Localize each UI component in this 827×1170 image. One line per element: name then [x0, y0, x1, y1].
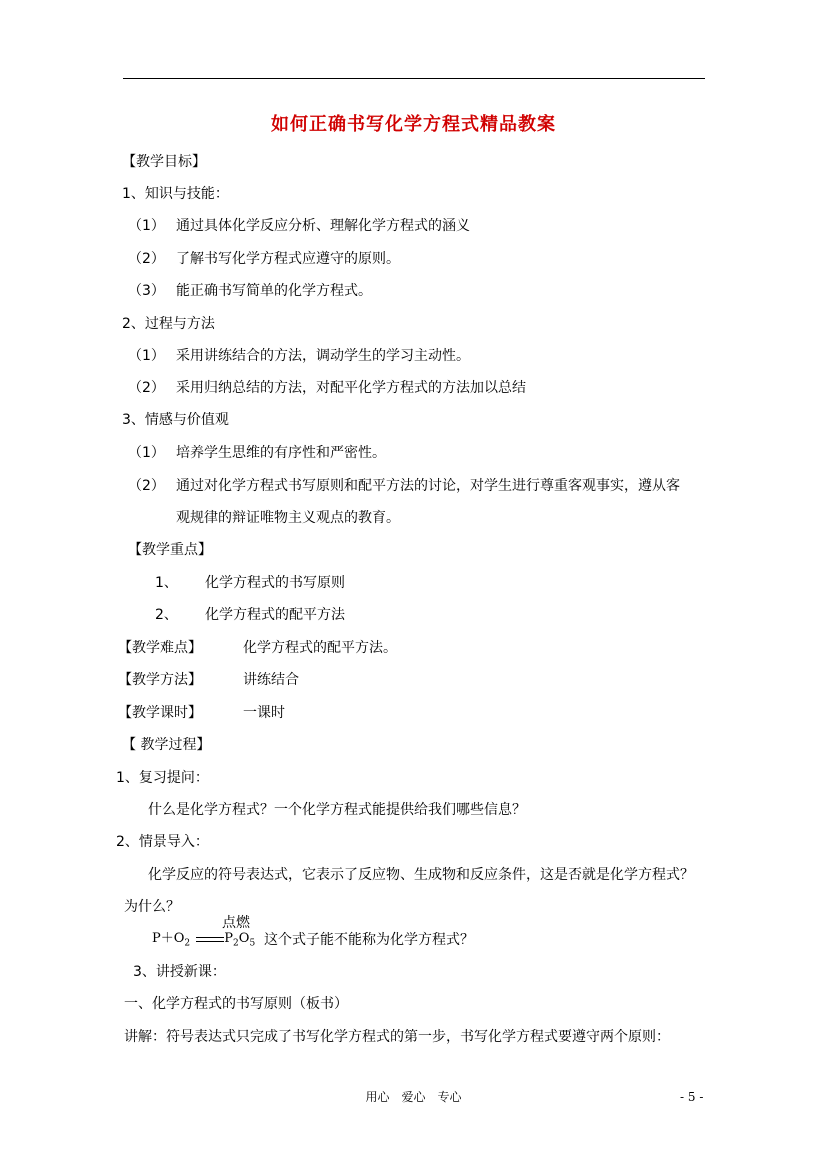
s3-item-1-num: （1）	[128, 445, 165, 461]
key-item-2-num: 2、	[155, 607, 178, 623]
footer-text: 用心 爱心 专心	[365, 1090, 462, 1104]
s1-item-2-text: 了解书写化学方程式应遵守的原则。	[176, 251, 400, 267]
equation-rhs-p: P	[224, 931, 234, 946]
s3-item-2-cont: 观规律的辩证唯物主义观点的教育。	[176, 510, 400, 526]
key-item-1-text: 化学方程式的书写原则	[205, 575, 345, 591]
equation-rhs-o: O	[238, 931, 250, 946]
p1-text: 什么是化学方程式？一个化学方程式能提供给我们哪些信息？	[148, 802, 526, 818]
s1-item-3-text: 能正确书写简单的化学方程式。	[176, 283, 372, 299]
p3-sub: 一、化学方程式的书写原则（板书）	[124, 996, 348, 1012]
goals-header: 【教学目标】	[122, 154, 206, 170]
s2-header: 2、过程与方法	[122, 316, 215, 332]
p2-text-cont: 为什么？	[124, 899, 180, 915]
s3-item-2-text: 通过对化学方程式书写原则和配平方法的讨论，对学生进行尊重客观事实，遵从客	[176, 478, 680, 494]
hours-label: 【教学课时】	[118, 705, 202, 721]
s1-header: 1、知识与技能：	[122, 186, 229, 202]
equation-lhs: P＋O	[152, 931, 185, 946]
process-header: 【 教学过程】	[122, 737, 211, 753]
equation-rhs-sub1: 2	[233, 938, 239, 949]
s3-item-1-text: 培养学生思维的有序性和严密性。	[176, 445, 386, 461]
equation-equals-sign	[196, 937, 224, 942]
difficulty-label: 【教学难点】	[118, 640, 202, 656]
s1-item-1-text: 通过具体化学反应分析、理解化学方程式的涵义	[176, 218, 470, 234]
s1-item-1-num: （1）	[128, 218, 165, 234]
s1-item-2-num: （2）	[128, 251, 165, 267]
p3-header: 3、讲授新课：	[133, 964, 226, 980]
p1-header: 1、复习提问：	[116, 770, 209, 786]
p3-text: 讲解：符号表达式只完成了书写化学方程式的第一步，书写化学方程式要遵守两个原则：	[124, 1029, 670, 1045]
difficulty-value: 化学方程式的配平方法。	[243, 640, 397, 656]
key-item-1-num: 1、	[155, 575, 178, 591]
s3-item-2-num: （2）	[128, 478, 165, 494]
method-value: 讲练结合	[243, 672, 299, 688]
s2-item-2-num: （2）	[128, 380, 165, 396]
page-title: 如何正确书写化学方程式精品教案	[271, 114, 556, 135]
page-number: - 5 -	[680, 1090, 704, 1104]
s2-item-1-text: 采用讲练结合的方法，调动学生的学习主动性。	[176, 348, 470, 364]
key-item-2-text: 化学方程式的配平方法	[205, 607, 345, 623]
header-rule	[123, 78, 705, 79]
s2-item-1-num: （1）	[128, 348, 165, 364]
key-header: 【教学重点】	[128, 542, 212, 558]
equation-rhs-sub2: 5	[249, 938, 256, 949]
equation-lhs-sub: 2	[184, 938, 191, 949]
hours-value: 一课时	[243, 705, 285, 721]
s1-item-3-num: （3）	[128, 283, 165, 299]
p2-header: 2、情景导入：	[116, 834, 209, 850]
p2-text: 化学反应的符号表达式，它表示了反应物、生成物和反应条件，这是否就是化学方程式？	[148, 867, 694, 883]
equation-question: 这个式子能不能称为化学方程式？	[264, 932, 474, 948]
s3-header: 3、情感与价值观	[122, 412, 229, 428]
equation-condition: 点燃	[222, 915, 250, 931]
method-label: 【教学方法】	[118, 672, 202, 688]
s2-item-2-text: 采用归纳总结的方法，对配平化学方程式的方法加以总结	[176, 380, 526, 396]
